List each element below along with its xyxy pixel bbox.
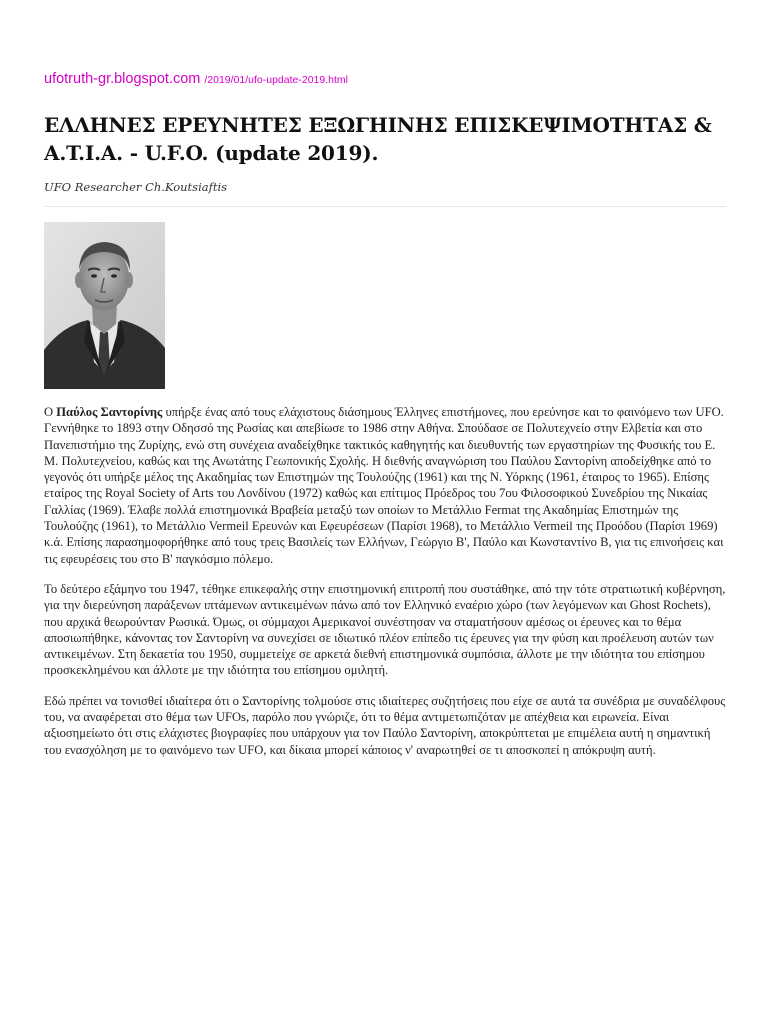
divider bbox=[44, 206, 726, 207]
paragraph-2: Το δεύτερο εξάμηνο του 1947, τέθηκε επικεφαλής στην επιστημονική επιτροπή που συστάθηκε, από την τότε στρατιωτική κυβέρνηση, για την διερεύνηση παράξενων ιπτάμενων αντικειμένων πάνω από τον Ελληνικό εναέριο χώρο (των λεγόμενων και Ghost Rochets), που αρχικά θεωρούνταν Ρωσικά. Όμως, οι σύμμαχοι Αμερικανοί συνέστησαν να σταματήσουν αμέσως οι έρευνες και το θέμα αποσιωπήθηκε, κάνοντας τον Σαντορίνη να συνεχίσει σε ιδιωτικό πλέον επίπεδο τις έρευνες για την φύση και προέλευση αυτών των αντικειμένων. Στη δεκαετία του 1950, συμμετείχε σε αρκετά διεθνή επιστημονικά συμπόσια, άλλοτε με την ιδιότητα του επίσημου προσκεκλημένου και άλλοτε με την ιδιότητα του επίσημου ομιλητή. bbox=[44, 581, 726, 678]
paragraph-1-lead: Ο bbox=[44, 405, 57, 419]
portrait-photo bbox=[44, 222, 165, 389]
paragraph-3: Εδώ πρέπει να τονισθεί ιδιαίτερα ότι ο Σαντορίνης τολμούσε στις ιδιαίτερες συζητήσεις που είχε σε αυτά τα συνέδρια με συναδέλφους του, να αναφέρεται στο θέμα των UFOs, παρόλο που γνώριζε, ότι το θέμα αντιμετωπιζόταν με απέχθεια και ειρωνεία. Είναι αξιοσημείωτο ότι στις ελάχιστες βιογραφίες που υπάρχουν για τον Παύλο Σαντορίνη, αποκρύπτεται με επιμέλεια αυτή η σημαντική του ενασχόληση με το φαινόμενο των UFO, και δίκαια μπορεί κάποιος ν' αναρωτηθεί σε τι αποσκοπεί η απόκρυψη αυτή. bbox=[44, 693, 726, 757]
source-url bbox=[44, 70, 348, 88]
person-name: Παύλος Σαντορίνης bbox=[56, 405, 163, 419]
paragraph-1 bbox=[44, 404, 726, 567]
article-title: ΕΛΛΗΝΕΣ ΕΡΕΥΝΗΤΕΣ ΕΞΩΓΗΙΝΗΣ ΕΠΙΣΚΕΨΙΜΟΤΗΤΑΣ & A.T.I.A. - U.F.O. (update 2019). bbox=[44, 113, 712, 165]
article-author: UFO Researcher Ch.Koutsiaftis bbox=[44, 180, 228, 194]
source-path-link[interactable]: /2019/01/ufo-update-2019.html bbox=[204, 74, 348, 86]
source-domain-link[interactable]: ufotruth-gr.blogspot.com bbox=[44, 71, 201, 87]
article-body bbox=[44, 404, 726, 772]
paragraph-1-text: υπήρξε ένας από τους ελάχιστους διάσημους Έλληνες επιστήμονες, που ερεύνησε και το φαινόμενο των UFO. Γεννήθηκε το 1893 στην Οδησσό της Ρωσίας και απεβίωσε το 1986 στην Αθήνα. Σπούδασε σε Πολυτεχνείο στην Ελβετία και στο Πανεπιστήμιο της Ζυρίχης, ενώ στη συνέχεια αναδείχθηκε τακτικός καθηγητής και διευθυντής των εργαστηρίων της Φυσικής του Ε. Μ. Πολυτεχνείου, καθώς και της Ανωτάτης Γεωπονικής Σχολής. Η διεθνής αναγνώριση του Παύλου Σαντορίνη αποδείχθηκε από το γεγονός ότι υπήρξε μέλος της Ακαδημίας των Επιστημών της Τουλούζης (1961) και της Ν. Υόρκης (1961, έταιρος το 1965). Επίσης εταίρος της Royal Society of Arts του Λονδίνου (1972) καθώς και επίτιμος Πρόεδρος του 7ου Φιλοσοφικού Συνεδρίου της Νικαίας Γαλλίας (1969). Έλαβε πολλά επιστημονικά Βραβεία μεταξύ των οποίων το Μετάλλιο Fermat της Ακαδημίας Επιστημών της Τουλούζης (1961), το Μετάλλιο Vermeil Ερευνών και Εφευρέσεων (Παρίσι 1968), το Μετάλλιο Vermeil της Προόδου (Παρίσι 1969) κ.ά. Επίσης παρασημοφορήθηκε από τους τρεις Βασιλείς των Ελλήνων, Γεώργιο Β', Παύλο και Κωνσταντίνο Β, για τις επινοήσεις και τις εφευρέσεις του στο Β' παγκόσμιο πόλεμο. bbox=[44, 405, 724, 566]
